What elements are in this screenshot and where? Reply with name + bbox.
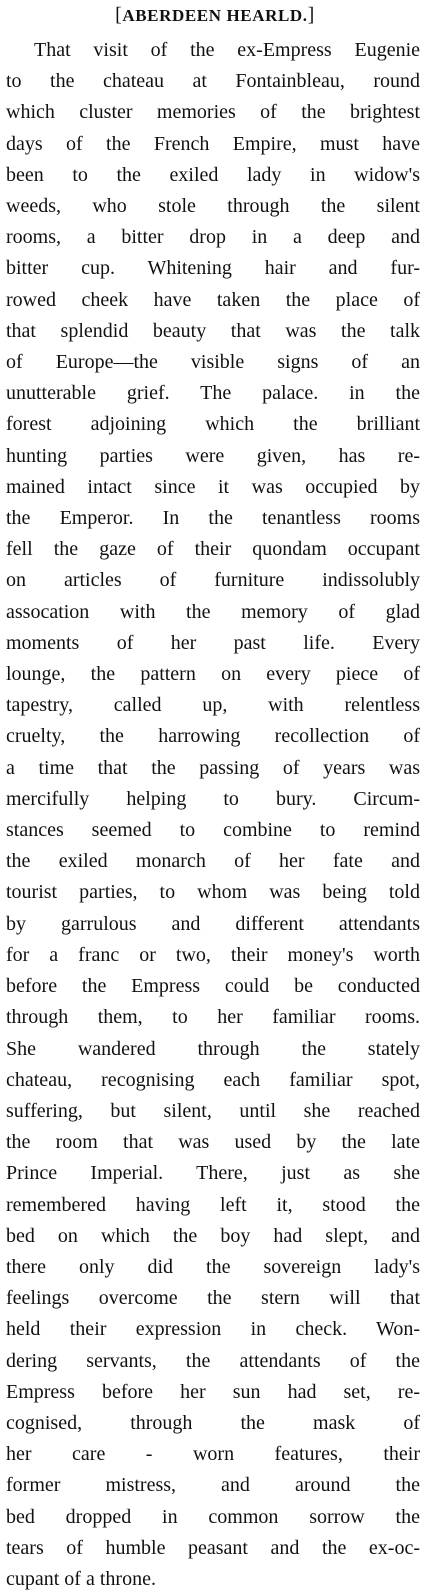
article-line: bed on which the boy had slept, and xyxy=(6,1224,420,1247)
article-line: That visit of the ex-Empress Eugenie xyxy=(34,39,420,61)
article-line: weeds, who stole through the silent xyxy=(6,195,420,218)
article-line: been to the exiled lady in widow's xyxy=(6,163,420,186)
article-line: a time that the passing of years was xyxy=(6,756,420,779)
article-line: fell the gaze of their quondam occupant xyxy=(6,538,420,561)
article-line: remembered having left it, stood the xyxy=(6,1193,420,1216)
article-line: suffering, but silent, until she reached xyxy=(6,1099,420,1122)
article-line: dering servants, the attendants of the xyxy=(6,1349,420,1372)
article-line: rowed cheek have taken the place of xyxy=(6,288,420,311)
article-line: bed dropped in common sorrow the xyxy=(6,1505,420,1528)
article-line: by garrulous and different attendants xyxy=(6,912,420,935)
article-line: to the chateau at Fontainbleau, round xyxy=(6,70,420,93)
article-line: her care - worn features, their xyxy=(6,1443,420,1466)
article-body xyxy=(0,35,430,1595)
article-line: lounge, the pattern on every piece of xyxy=(6,663,420,686)
article-line: days of the French Empire, must have xyxy=(6,132,420,155)
article-line: unutterable grief. The palace. in the xyxy=(6,382,420,405)
article-line: tapestry, called up, with relentless xyxy=(6,694,420,717)
article-line: cognised, through the mask of xyxy=(6,1411,420,1434)
article-line: Prince Imperial. There, just as she xyxy=(6,1162,420,1185)
article-line: stances seemed to combine to remind xyxy=(6,819,420,842)
article-line: Empress before her sun had set, re- xyxy=(6,1380,420,1403)
article-line: there only did the sovereign lady's xyxy=(6,1255,420,1278)
article-line: mercifully helping to bury. Circum- xyxy=(6,787,420,810)
article-line: the room that was used by the late xyxy=(6,1131,420,1154)
article-line: rooms, a bitter drop in a deep and xyxy=(6,226,420,249)
article-line: feelings overcome the stern will that xyxy=(6,1287,420,1310)
source-attribution xyxy=(0,2,430,29)
article-line: forest adjoining which the brilliant xyxy=(6,413,420,436)
article-line: the Emperor. In the tenantless rooms xyxy=(6,507,420,530)
article-line: on articles of furniture indissolubly xyxy=(6,569,420,592)
article-line: of Europe—the visible signs of an xyxy=(6,351,420,374)
article-line: former mistress, and around the xyxy=(6,1474,420,1497)
article-line: chateau, recognising each familiar spot, xyxy=(6,1068,420,1091)
article-line: through them, to her familiar rooms. xyxy=(6,1006,420,1029)
article-line: mained intact since it was occupied by xyxy=(6,475,420,498)
article-line: cupant of a throne. xyxy=(6,1567,156,1590)
article-line: bitter cup. Whitening hair and fur- xyxy=(6,257,420,280)
source-open-bracket: [ xyxy=(115,4,123,26)
article-line: that splendid beauty that was the talk xyxy=(6,319,420,342)
source-close-bracket: ] xyxy=(307,4,315,26)
article-line: moments of her past life. Every xyxy=(6,631,420,654)
article-line: before the Empress could be conducted xyxy=(6,975,420,998)
article-line: assocation with the memory of glad xyxy=(6,600,420,623)
article-line: tourist parties, to whom was being told xyxy=(6,881,420,904)
article-line: tears of humble peasant and the ex-oc- xyxy=(6,1536,420,1559)
source-name: ABERDEEN HEARLD. xyxy=(122,6,308,25)
article-line: which cluster memories of the brightest xyxy=(6,101,420,124)
article-line: the exiled monarch of her fate and xyxy=(6,850,420,873)
article-line: She wandered through the stately xyxy=(6,1037,420,1060)
article-line: hunting parties were given, has re- xyxy=(6,444,420,467)
article-line: for a franc or two, their money's worth xyxy=(6,943,420,966)
article-line: held their expression in check. Won- xyxy=(6,1318,420,1341)
article-line: cruelty, the harrowing recollection of xyxy=(6,725,420,748)
